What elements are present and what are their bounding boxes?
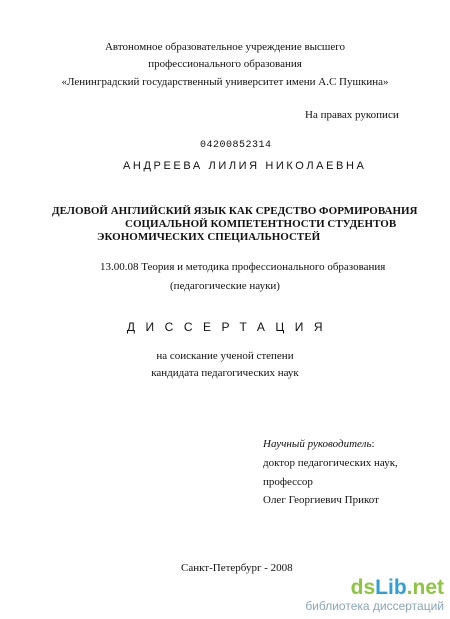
degree-line-1: на соискание ученой степени <box>156 350 294 362</box>
author-name: АНДРЕЕВА ЛИЛИЯ НИКОЛАЕВНА <box>123 160 367 172</box>
document-code: 04200852314 <box>200 140 272 151</box>
dissertation-title-line-1: ДЕЛОВОЙ АНГЛИЙСКИЙ ЯЗЫК КАК СРЕДСТВО ФОРМИРОВАНИЯ <box>52 205 418 217</box>
supervisor-label-text: Научный руководитель <box>263 438 372 450</box>
supervisor-label <box>263 438 375 451</box>
dslib-watermark[interactable] <box>305 577 444 613</box>
supervisor-rank: профессор <box>263 476 313 488</box>
specialty-code-line: 13.00.08 Теория и методика профессионального образования <box>100 261 386 273</box>
rights-note: На правах рукописи <box>305 109 399 121</box>
logo-ds: ds <box>350 576 376 599</box>
specialty-field: (педагогические науки) <box>170 280 280 292</box>
institution-line-1: Автономное образовательное учреждение высшего <box>104 41 346 53</box>
logo-lib: Lib <box>375 576 407 599</box>
institution-line-3: «Ленинградский государственный университет имени А.С Пушкина» <box>61 76 389 88</box>
institution-line-2: профессионального образования <box>148 58 302 70</box>
dslib-subtitle: библиотека диссертаций <box>305 599 444 613</box>
dissertation-title-line-3: ЭКОНОМИЧЕСКИХ СПЕЦИАЛЬНОСТЕЙ <box>97 231 321 243</box>
city-year: Санкт-Петербург - 2008 <box>181 562 293 574</box>
degree-line-2: кандидата педагогических наук <box>151 367 299 379</box>
logo-net: .net <box>406 576 444 599</box>
dissertation-title-line-2: СОЦИАЛЬНОЙ КОМПЕТЕНТНОСТИ СТУДЕНТОВ <box>125 218 397 230</box>
supervisor-name: Олег Георгиевич Прикот <box>263 494 379 506</box>
supervisor-label-colon: : <box>371 438 375 450</box>
dslib-logo <box>305 577 444 599</box>
dissertation-heading: ДИССЕРТАЦИЯ <box>126 320 334 334</box>
supervisor-degree: доктор педагогических наук, <box>263 457 398 469</box>
